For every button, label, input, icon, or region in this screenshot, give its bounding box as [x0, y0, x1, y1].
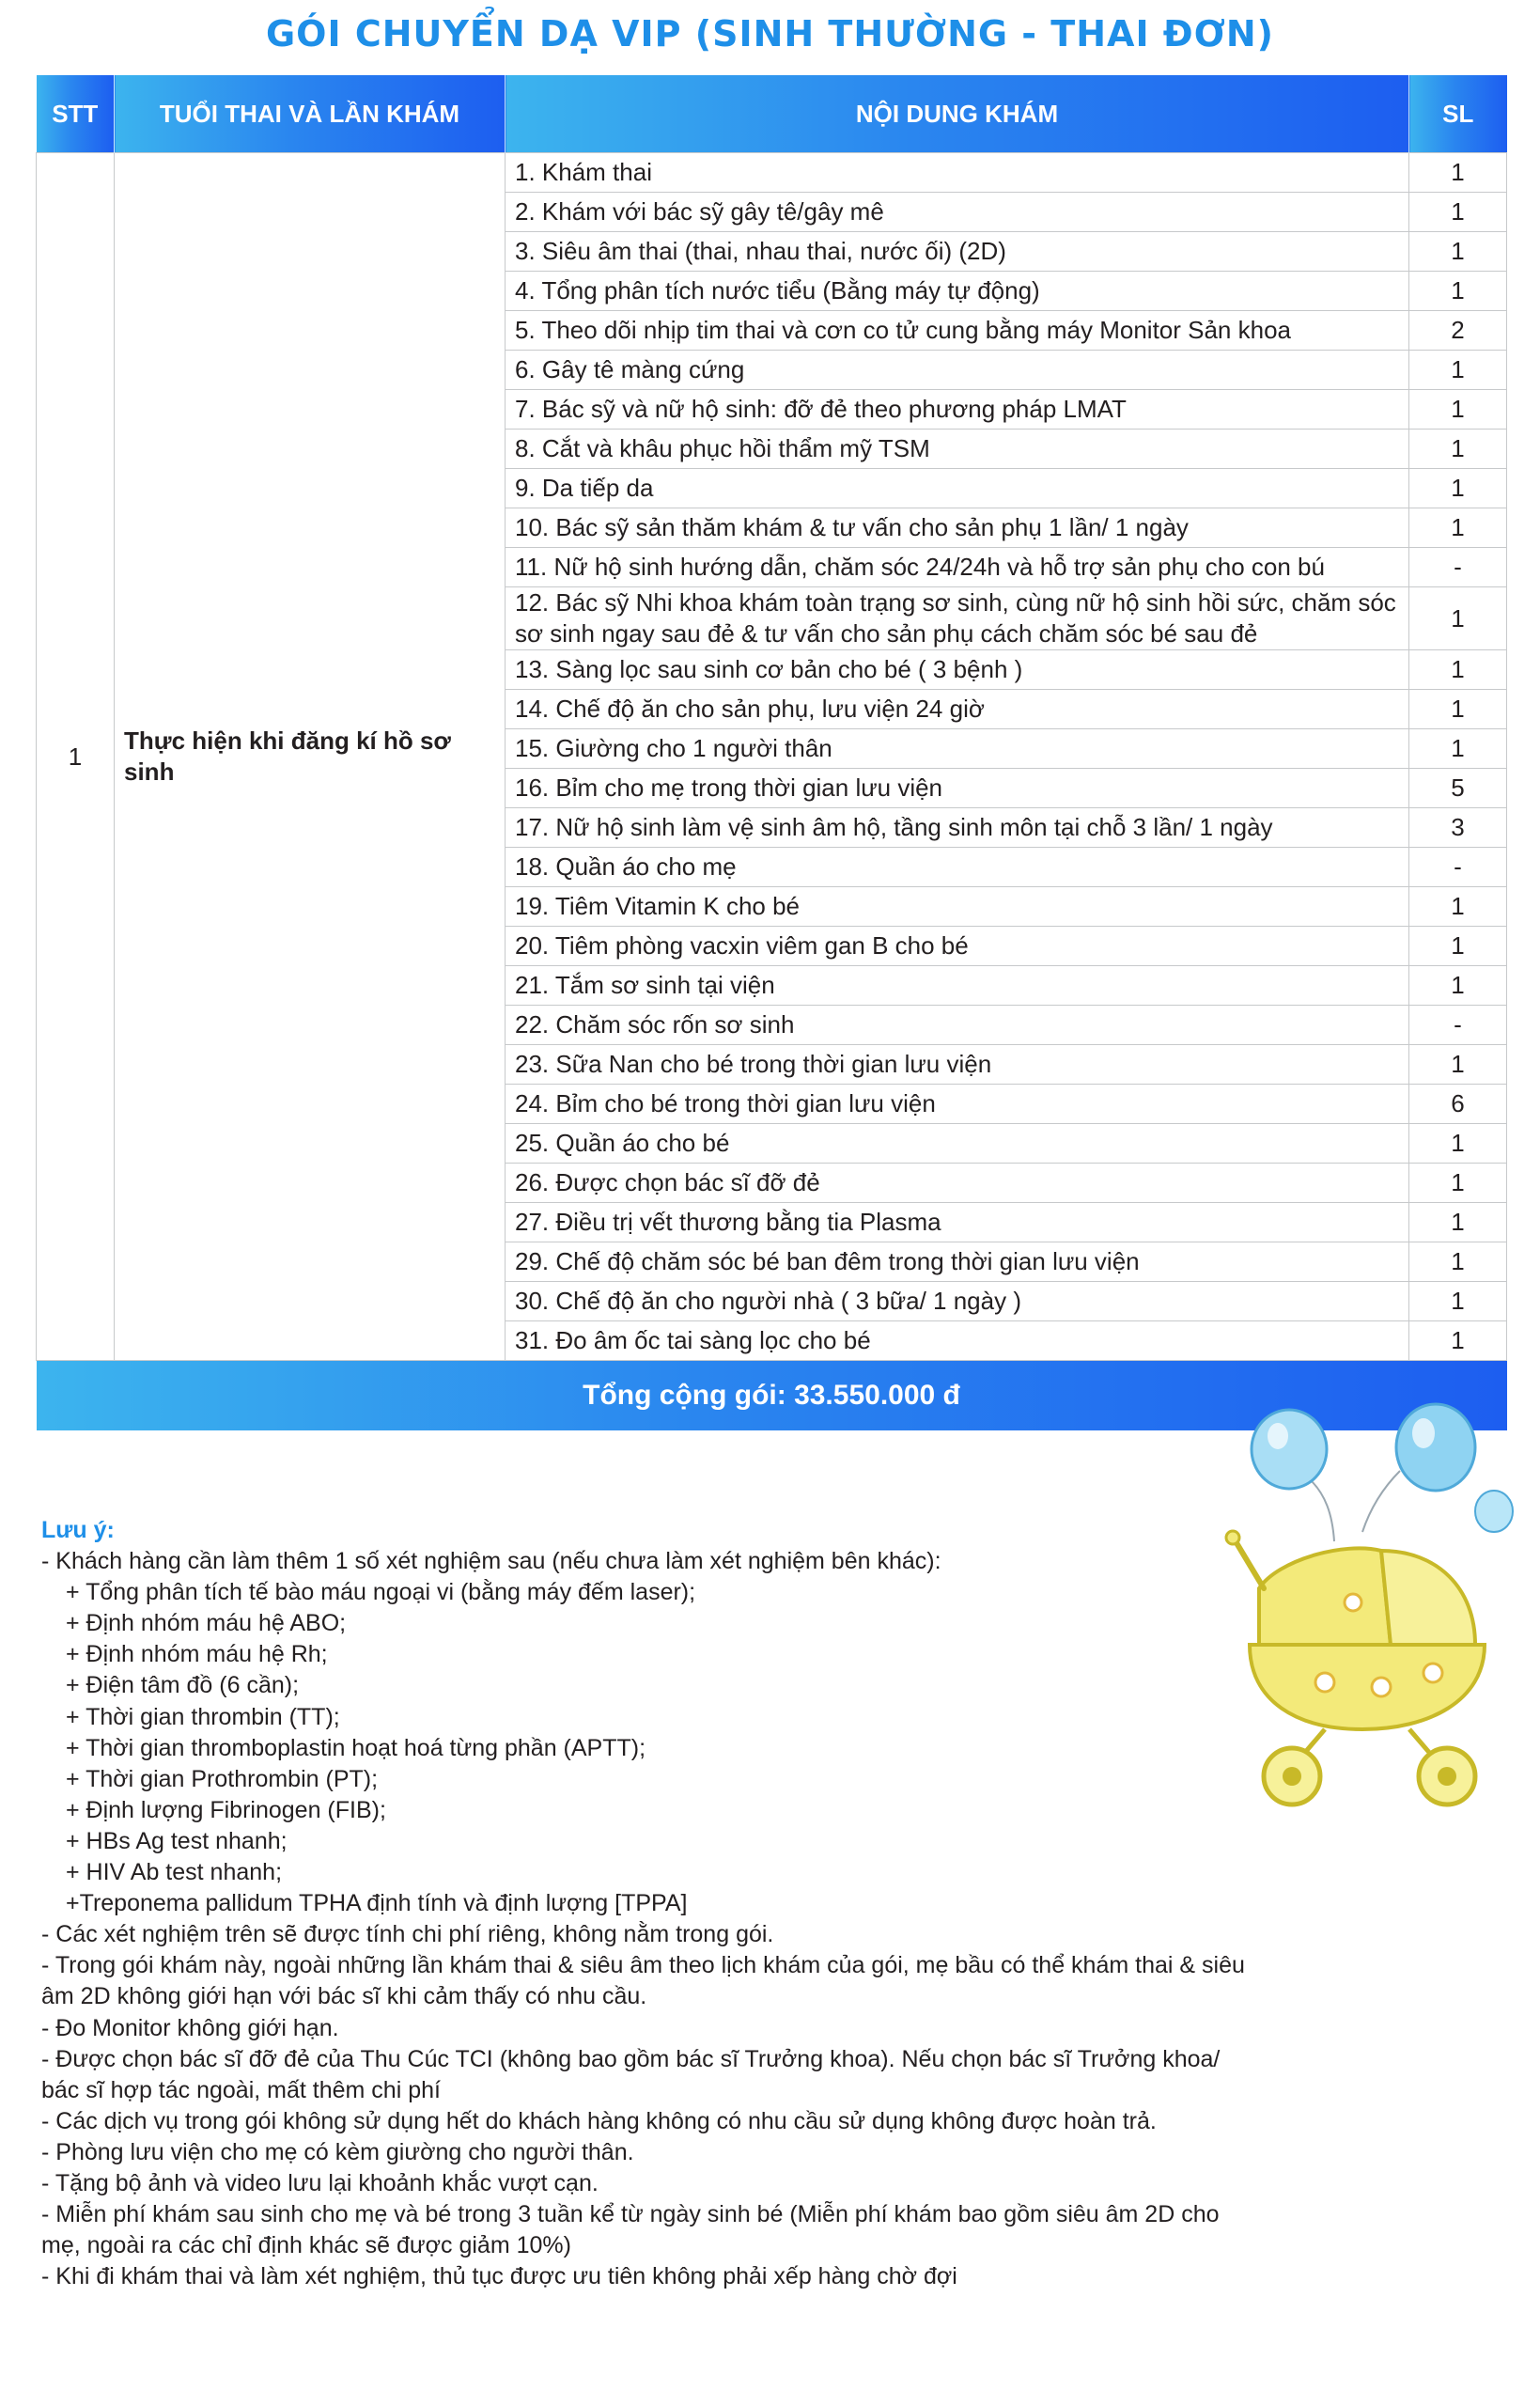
- row-qty: 5: [1409, 769, 1507, 808]
- table-row: [37, 153, 1507, 193]
- notes-heading: Lưu ý:: [41, 1517, 115, 1543]
- row-qty: 1: [1409, 1045, 1507, 1085]
- note-line: - Tặng bộ ảnh và video lưu lại khoảnh khắc vượt cạn.: [41, 2169, 599, 2196]
- note-line: + Định lượng Fibrinogen (FIB);: [66, 1796, 386, 1823]
- row-content: 23. Sữa Nan cho bé trong thời gian lưu viện: [506, 1045, 1409, 1085]
- row-qty: 1: [1409, 1282, 1507, 1321]
- row-content: 18. Quần áo cho mẹ: [506, 848, 1409, 887]
- row-content: 17. Nữ hộ sinh làm vệ sinh âm hộ, tầng sinh môn tại chỗ 3 lần/ 1 ngày: [506, 808, 1409, 848]
- total-price: Tổng cộng gói: 33.550.000 đ: [37, 1361, 1507, 1430]
- row-content: 29. Chế độ chăm sóc bé ban đêm trong thời gian lưu viện: [506, 1242, 1409, 1282]
- header-qty: SL: [1409, 75, 1507, 153]
- notes-list: [41, 1546, 1253, 2292]
- row-content: 15. Giường cho 1 người thân: [506, 729, 1409, 769]
- balloon-icon: [1252, 1404, 1513, 1541]
- row-content: 4. Tổng phân tích nước tiểu (Bằng máy tự động): [506, 272, 1409, 311]
- notes-section: [41, 1515, 1253, 2292]
- row-content: 20. Tiêm phòng vacxin viêm gan B cho bé: [506, 927, 1409, 966]
- row-qty: 1: [1409, 729, 1507, 769]
- row-qty: 1: [1409, 650, 1507, 690]
- row-age: Thực hiện khi đăng kí hồ sơ sinh: [115, 153, 506, 1361]
- note-line: - Khi đi khám thai và làm xét nghiệm, thủ tục được ưu tiên không phải xếp hàng chờ đợi: [41, 2263, 957, 2290]
- row-content: 13. Sàng lọc sau sinh cơ bản cho bé ( 3 bệnh ): [506, 650, 1409, 690]
- row-qty: 1: [1409, 1242, 1507, 1282]
- row-content: 12. Bác sỹ Nhi khoa khám toàn trạng sơ sinh, cùng nữ hộ sinh hồi sức, chăm sóc sơ sinh ngay sau đẻ & tư vấn cho sản phụ cách chăm sóc bé sau đẻ: [506, 587, 1409, 650]
- note-line: - Các xét nghiệm trên sẽ được tính chi phí riêng, không nằm trong gói.: [41, 1921, 774, 1948]
- row-content: 27. Điều trị vết thương bằng tia Plasma: [506, 1203, 1409, 1242]
- table-header-row: [37, 75, 1507, 153]
- row-content: 5. Theo dõi nhịp tim thai và cơn co tử cung bằng máy Monitor Sản khoa: [506, 311, 1409, 351]
- row-content: 22. Chăm sóc rốn sơ sinh: [506, 1006, 1409, 1045]
- note-line: - Trong gói khám này, ngoài những lần khám thai & siêu âm theo lịch khám của gói, mẹ bầu có thể khám thai & siêu âm 2D không giới hạn với bác sĩ khi cảm thấy có nhu cầu.: [41, 1952, 1245, 2010]
- row-qty: 1: [1409, 390, 1507, 430]
- row-content: 31. Đo âm ốc tai sàng lọc cho bé: [506, 1321, 1409, 1361]
- row-qty: 1: [1409, 887, 1507, 927]
- row-qty: 1: [1409, 927, 1507, 966]
- row-qty: 1: [1409, 469, 1507, 508]
- row-content: 16. Bỉm cho mẹ trong thời gian lưu viện: [506, 769, 1409, 808]
- row-content: 10. Bác sỹ sản thăm khám & tư vấn cho sản phụ 1 lần/ 1 ngày: [506, 508, 1409, 548]
- row-qty: 1: [1409, 1321, 1507, 1361]
- row-content: 19. Tiêm Vitamin K cho bé: [506, 887, 1409, 927]
- note-line: + Định nhóm máu hệ ABO;: [66, 1610, 347, 1637]
- row-content: 30. Chế độ ăn cho người nhà ( 3 bữa/ 1 ngày ): [506, 1282, 1409, 1321]
- row-qty: 1: [1409, 1124, 1507, 1164]
- row-qty: 1: [1409, 272, 1507, 311]
- row-qty: 2: [1409, 311, 1507, 351]
- row-content: 6. Gây tê màng cứng: [506, 351, 1409, 390]
- package-table: [36, 75, 1507, 1430]
- header-content: NỘI DUNG KHÁM: [506, 75, 1409, 153]
- row-qty: 3: [1409, 808, 1507, 848]
- row-stt: 1: [37, 153, 115, 1361]
- note-line: - Miễn phí khám sau sinh cho mẹ và bé trong 3 tuần kể từ ngày sinh bé (Miễn phí khám bao gồm siêu âm 2D cho mẹ, ngoài ra các chỉ định khác sẽ được giảm 10%): [41, 2201, 1220, 2259]
- row-qty: 1: [1409, 1164, 1507, 1203]
- header-stt: STT: [37, 75, 115, 153]
- note-line: + Thời gian Prothrombin (PT);: [66, 1765, 379, 1792]
- row-qty: 1: [1409, 232, 1507, 272]
- note-line: + HIV Ab test nhanh;: [66, 1859, 283, 1886]
- row-qty: 1: [1409, 430, 1507, 469]
- row-content: 14. Chế độ ăn cho sản phụ, lưu viện 24 giờ: [506, 690, 1409, 729]
- row-content: 7. Bác sỹ và nữ hộ sinh: đỡ đẻ theo phương pháp LMAT: [506, 390, 1409, 430]
- note-line: + Tổng phân tích tế bào máu ngoại vi (bằng máy đếm laser);: [66, 1579, 696, 1606]
- page-title: GÓI CHUYỂN DẠ VIP (SINH THƯỜNG - THAI ĐƠN): [265, 13, 1275, 55]
- note-line: - Phòng lưu viện cho mẹ có kèm giường cho người thân.: [41, 2138, 634, 2165]
- header-age: TUỔI THAI VÀ LẦN KHÁM: [115, 75, 506, 153]
- row-qty: 1: [1409, 587, 1507, 650]
- baby-stroller-icon: [1221, 1400, 1522, 1814]
- note-line: + HBs Ag test nhanh;: [66, 1827, 288, 1854]
- row-content: 9. Da tiếp da: [506, 469, 1409, 508]
- row-qty: -: [1409, 1006, 1507, 1045]
- row-content: 24. Bỉm cho bé trong thời gian lưu viện: [506, 1085, 1409, 1124]
- table-body: [37, 153, 1507, 1430]
- row-content: 26. Được chọn bác sĩ đỡ đẻ: [506, 1164, 1409, 1203]
- note-line: + Định nhóm máu hệ Rh;: [66, 1641, 328, 1668]
- row-qty: 1: [1409, 690, 1507, 729]
- row-content: 2. Khám với bác sỹ gây tê/gây mê: [506, 193, 1409, 232]
- row-qty: 1: [1409, 1203, 1507, 1242]
- note-line: - Được chọn bác sĩ đỡ đẻ của Thu Cúc TCI (không bao gồm bác sĩ Trưởng khoa). Nếu chọn bác sĩ Trưởng khoa/ bác sĩ hợp tác ngoài, mất thêm chi phí: [41, 2045, 1221, 2103]
- row-qty: 1: [1409, 193, 1507, 232]
- row-content: 8. Cắt và khâu phục hồi thẩm mỹ TSM: [506, 430, 1409, 469]
- note-line: + Thời gian thrombin (TT);: [66, 1703, 340, 1730]
- note-line: + Điện tâm đồ (6 cần);: [66, 1672, 300, 1699]
- row-qty: 1: [1409, 351, 1507, 390]
- note-line: + Thời gian thromboplastin hoạt hoá từng phần (APTT);: [66, 1734, 646, 1761]
- note-line: - Các dịch vụ trong gói không sử dụng hết do khách hàng không có nhu cầu sử dụng không được hoàn trả.: [41, 2107, 1157, 2134]
- row-qty: 6: [1409, 1085, 1507, 1124]
- row-content: 11. Nữ hộ sinh hướng dẫn, chăm sóc 24/24h và hỗ trợ sản phụ cho con bú: [506, 548, 1409, 587]
- row-content: 3. Siêu âm thai (thai, nhau thai, nước ối) (2D): [506, 232, 1409, 272]
- row-content: 25. Quần áo cho bé: [506, 1124, 1409, 1164]
- row-content: 1. Khám thai: [506, 153, 1409, 193]
- row-qty: -: [1409, 848, 1507, 887]
- row-content: 21. Tắm sơ sinh tại viện: [506, 966, 1409, 1006]
- row-qty: 1: [1409, 153, 1507, 193]
- note-line: - Đo Monitor không giới hạn.: [41, 2014, 339, 2041]
- note-line: - Khách hàng cần làm thêm 1 số xét nghiệm sau (nếu chưa làm xét nghiệm bên khác):: [41, 1548, 941, 1575]
- row-qty: 1: [1409, 966, 1507, 1006]
- row-qty: 1: [1409, 508, 1507, 548]
- note-line: +Treponema pallidum TPHA định tính và định lượng [TPPA]: [66, 1890, 688, 1917]
- row-qty: -: [1409, 548, 1507, 587]
